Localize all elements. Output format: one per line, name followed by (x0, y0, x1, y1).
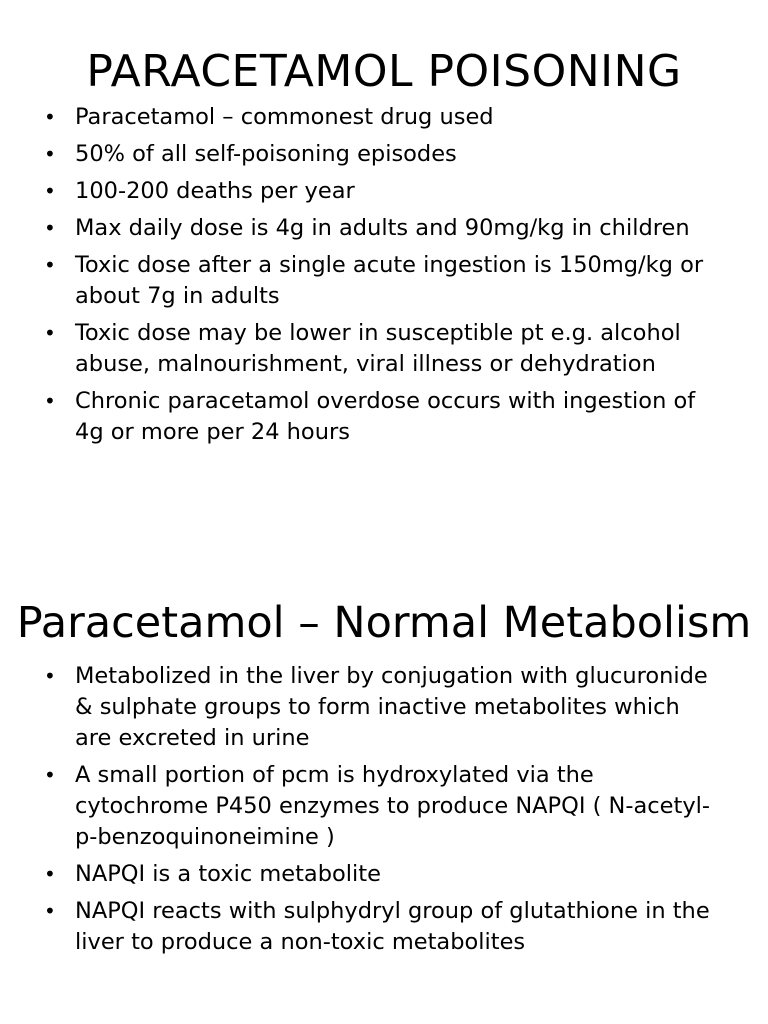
list-item (0, 760, 768, 853)
bullet-icon: • (44, 321, 56, 345)
bullet-text: 50% of all self-poisoning episodes (75, 141, 457, 167)
slide-title: PARACETAMOL POISONING (86, 46, 682, 97)
list-item (0, 386, 768, 448)
slide-normal-metabolism (0, 588, 768, 964)
slide-paracetamol-poisoning (0, 0, 768, 454)
bullet-list (0, 102, 768, 448)
bullet-text: Metabolized in the liver by conjugation with glucuronide & sulphate groups to form inactive metabolites which are excreted in urine (75, 663, 708, 751)
bullet-icon: • (44, 105, 56, 129)
bullet-text: NAPQI reacts with sulphydryl group of glutathione in the liver to produce a non-toxic metabolites (75, 898, 710, 955)
bullet-icon: • (44, 389, 56, 413)
bullet-text: NAPQI is a toxic metabolite (75, 861, 381, 887)
bullet-text: Chronic paracetamol overdose occurs with ingestion of 4g or more per 24 hours (75, 388, 696, 445)
bullet-icon: • (44, 862, 56, 886)
list-item (0, 318, 768, 380)
list-item (0, 176, 768, 207)
bullet-text: A small portion of pcm is hydroxylated via the cytochrome P450 enzymes to produce NAPQI ( N-acetyl-p-benzoquinoneimine ) (75, 762, 710, 850)
bullet-text: 100-200 deaths per year (75, 178, 355, 204)
bullet-icon: • (44, 142, 56, 166)
bullet-text: Paracetamol – commonest drug used (75, 104, 494, 130)
list-item (0, 896, 768, 958)
list-item (0, 250, 768, 312)
bullet-list (0, 661, 768, 958)
list-item (0, 102, 768, 133)
bullet-text: Toxic dose may be lower in susceptible pt e.g. alcohol abuse, malnourishment, viral illness or dehydration (75, 320, 681, 377)
bullet-icon: • (44, 664, 56, 688)
bullet-icon: • (44, 899, 56, 923)
bullet-text: Toxic dose after a single acute ingestion is 150mg/kg or about 7g in adults (75, 252, 704, 309)
bullet-icon: • (44, 216, 56, 240)
list-item (0, 139, 768, 170)
bullet-icon: • (44, 179, 56, 203)
list-item (0, 661, 768, 754)
bullet-text: Max daily dose is 4g in adults and 90mg/kg in children (75, 215, 690, 241)
list-item (0, 213, 768, 244)
bullet-icon: • (44, 763, 56, 787)
list-item (0, 859, 768, 890)
bullet-icon: • (44, 253, 56, 277)
slide-title: Paracetamol – Normal Metabolism (16, 598, 752, 648)
